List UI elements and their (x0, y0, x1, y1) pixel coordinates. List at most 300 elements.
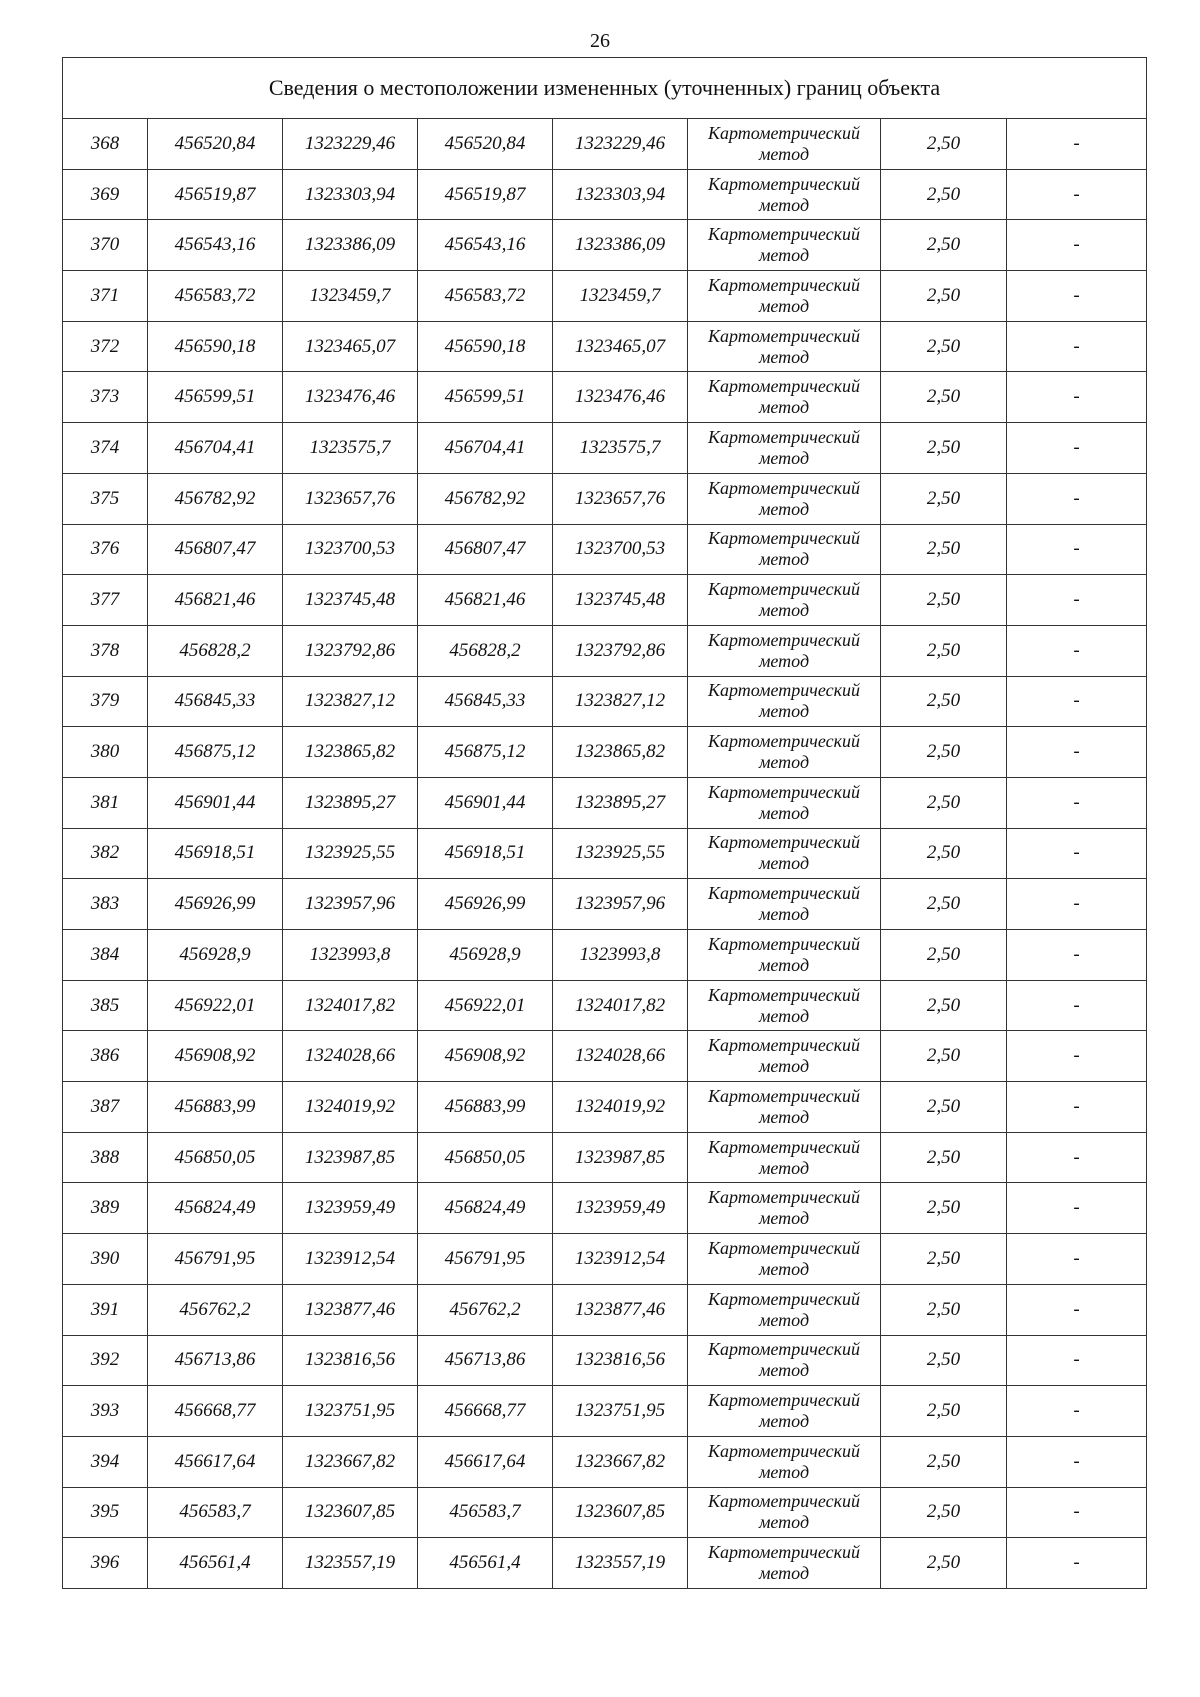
table-row (63, 980, 1147, 1031)
x-refined-cell: 456782,92 (418, 473, 553, 524)
table-row (63, 1335, 1147, 1386)
table-row (63, 1538, 1147, 1589)
table-row (63, 372, 1147, 423)
method-label-line1: Картометрический (707, 1187, 860, 1208)
table-row (63, 1386, 1147, 1437)
y-existing-cell: 1323877,46 (283, 1284, 418, 1335)
x-existing-cell: 456713,86 (148, 1335, 283, 1386)
x-existing-cell: 456762,2 (148, 1284, 283, 1335)
page-number: 26 (590, 30, 610, 52)
x-existing-cell: 456821,46 (148, 575, 283, 626)
description-cell: - (1007, 524, 1147, 575)
x-refined-cell: 456583,7 (418, 1487, 553, 1538)
accuracy-cell: 2,50 (881, 372, 1007, 423)
method-label-line1: Картометрический (707, 477, 860, 498)
x-existing-cell: 456875,12 (148, 727, 283, 778)
method-cell (688, 1436, 881, 1487)
description-cell: - (1007, 1335, 1147, 1386)
y-existing-cell: 1323957,96 (283, 879, 418, 930)
description-cell: - (1007, 727, 1147, 778)
accuracy-cell: 2,50 (881, 1031, 1007, 1082)
x-refined-cell: 456807,47 (418, 524, 553, 575)
point-number-cell: 383 (63, 879, 148, 930)
point-number-cell: 389 (63, 1183, 148, 1234)
method-cell (688, 1284, 881, 1335)
y-existing-cell: 1323386,09 (283, 220, 418, 271)
point-number-cell: 378 (63, 625, 148, 676)
y-refined-cell: 1324028,66 (553, 1031, 688, 1082)
method-label-line2: метод (758, 1208, 810, 1229)
method-label-line1: Картометрический (707, 1085, 860, 1106)
method-label-line2: метод (758, 1005, 810, 1026)
x-refined-cell: 456543,16 (418, 220, 553, 271)
x-existing-cell: 456828,2 (148, 625, 283, 676)
y-existing-cell: 1323476,46 (283, 372, 418, 423)
description-cell: - (1007, 1386, 1147, 1437)
table-row (63, 727, 1147, 778)
method-label-line1: Картометрический (707, 1542, 860, 1563)
y-refined-cell: 1323700,53 (553, 524, 688, 575)
table-body (63, 58, 1147, 1589)
x-refined-cell: 456821,46 (418, 575, 553, 626)
description-cell: - (1007, 1031, 1147, 1082)
description-cell: - (1007, 119, 1147, 170)
method-label-line2: метод (758, 904, 810, 925)
description-cell: - (1007, 271, 1147, 322)
accuracy-cell: 2,50 (881, 575, 1007, 626)
x-existing-cell: 456901,44 (148, 777, 283, 828)
y-refined-cell: 1323827,12 (553, 676, 688, 727)
y-refined-cell: 1323865,82 (553, 727, 688, 778)
y-refined-cell: 1323386,09 (553, 220, 688, 271)
x-existing-cell: 456519,87 (148, 169, 283, 220)
description-cell: - (1007, 930, 1147, 981)
y-existing-cell: 1323827,12 (283, 676, 418, 727)
method-label-line1: Картометрический (707, 629, 860, 650)
point-number-cell: 392 (63, 1335, 148, 1386)
accuracy-cell: 2,50 (881, 321, 1007, 372)
y-refined-cell: 1323925,55 (553, 828, 688, 879)
y-existing-cell: 1323925,55 (283, 828, 418, 879)
method-cell (688, 119, 881, 170)
method-label-line1: Картометрический (707, 883, 860, 904)
y-refined-cell: 1323476,46 (553, 372, 688, 423)
method-cell (688, 1487, 881, 1538)
point-number-cell: 376 (63, 524, 148, 575)
method-cell (688, 1386, 881, 1437)
x-refined-cell: 456704,41 (418, 423, 553, 474)
x-existing-cell: 456583,7 (148, 1487, 283, 1538)
method-cell (688, 980, 881, 1031)
description-cell: - (1007, 321, 1147, 372)
x-existing-cell: 456918,51 (148, 828, 283, 879)
method-label-line1: Картометрический (707, 1440, 860, 1461)
method-label-line2: метод (758, 295, 810, 316)
y-refined-cell: 1323667,82 (553, 1436, 688, 1487)
point-number-cell: 374 (63, 423, 148, 474)
x-existing-cell: 456791,95 (148, 1234, 283, 1285)
x-refined-cell: 456590,18 (418, 321, 553, 372)
method-cell (688, 1082, 881, 1133)
y-existing-cell: 1323607,85 (283, 1487, 418, 1538)
x-refined-cell: 456520,84 (418, 119, 553, 170)
method-cell (688, 220, 881, 271)
x-existing-cell: 456922,01 (148, 980, 283, 1031)
y-refined-cell: 1323912,54 (553, 1234, 688, 1285)
method-label-line2: метод (758, 1563, 810, 1584)
method-cell (688, 271, 881, 322)
method-label-line1: Картометрический (707, 1035, 860, 1056)
method-label-line1: Картометрический (707, 426, 860, 447)
x-refined-cell: 456875,12 (418, 727, 553, 778)
method-label-line2: метод (758, 1106, 810, 1127)
y-existing-cell: 1323987,85 (283, 1132, 418, 1183)
table-row (63, 930, 1147, 981)
method-cell (688, 1234, 881, 1285)
description-cell: - (1007, 676, 1147, 727)
point-number-cell: 388 (63, 1132, 148, 1183)
description-cell: - (1007, 625, 1147, 676)
x-refined-cell: 456901,44 (418, 777, 553, 828)
method-label-line1: Картометрический (707, 1491, 860, 1512)
description-cell: - (1007, 777, 1147, 828)
x-refined-cell: 456668,77 (418, 1386, 553, 1437)
y-refined-cell: 1323993,8 (553, 930, 688, 981)
accuracy-cell: 2,50 (881, 727, 1007, 778)
method-cell (688, 372, 881, 423)
y-existing-cell: 1323465,07 (283, 321, 418, 372)
method-label-line1: Картометрический (707, 274, 860, 295)
method-label-line1: Картометрический (707, 173, 860, 194)
description-cell: - (1007, 220, 1147, 271)
table-row (63, 271, 1147, 322)
y-refined-cell: 1323745,48 (553, 575, 688, 626)
method-cell (688, 930, 881, 981)
point-number-cell: 368 (63, 119, 148, 170)
method-label-line1: Картометрический (707, 1390, 860, 1411)
point-number-cell: 385 (63, 980, 148, 1031)
description-cell: - (1007, 1183, 1147, 1234)
method-label-line1: Картометрический (707, 325, 860, 346)
method-label-line2: метод (758, 346, 810, 367)
method-label-line2: метод (758, 549, 810, 570)
point-number-cell: 381 (63, 777, 148, 828)
accuracy-cell: 2,50 (881, 119, 1007, 170)
accuracy-cell: 2,50 (881, 1538, 1007, 1589)
y-refined-cell: 1323303,94 (553, 169, 688, 220)
method-cell (688, 524, 881, 575)
x-existing-cell: 456590,18 (148, 321, 283, 372)
y-existing-cell: 1323303,94 (283, 169, 418, 220)
accuracy-cell: 2,50 (881, 1234, 1007, 1285)
accuracy-cell: 2,50 (881, 777, 1007, 828)
table-row (63, 828, 1147, 879)
y-refined-cell: 1323816,56 (553, 1335, 688, 1386)
y-existing-cell: 1323792,86 (283, 625, 418, 676)
table-row (63, 1284, 1147, 1335)
description-cell: - (1007, 828, 1147, 879)
description-cell: - (1007, 1082, 1147, 1133)
x-existing-cell: 456543,16 (148, 220, 283, 271)
accuracy-cell: 2,50 (881, 676, 1007, 727)
x-existing-cell: 456883,99 (148, 1082, 283, 1133)
x-refined-cell: 456908,92 (418, 1031, 553, 1082)
y-refined-cell: 1324017,82 (553, 980, 688, 1031)
y-refined-cell: 1323877,46 (553, 1284, 688, 1335)
table-row (63, 676, 1147, 727)
x-existing-cell: 456782,92 (148, 473, 283, 524)
method-label-line2: метод (758, 954, 810, 975)
y-refined-cell: 1323459,7 (553, 271, 688, 322)
x-existing-cell: 456850,05 (148, 1132, 283, 1183)
accuracy-cell: 2,50 (881, 473, 1007, 524)
point-number-cell: 373 (63, 372, 148, 423)
description-cell: - (1007, 1132, 1147, 1183)
method-label-line1: Картометрический (707, 122, 860, 143)
x-refined-cell: 456922,01 (418, 980, 553, 1031)
description-cell: - (1007, 1234, 1147, 1285)
method-label-line1: Картометрический (707, 1339, 860, 1360)
accuracy-cell: 2,50 (881, 1132, 1007, 1183)
method-cell (688, 321, 881, 372)
y-existing-cell: 1323993,8 (283, 930, 418, 981)
method-cell (688, 777, 881, 828)
method-label-line1: Картометрический (707, 528, 860, 549)
accuracy-cell: 2,50 (881, 879, 1007, 930)
method-label-line2: метод (758, 194, 810, 215)
method-label-line2: метод (758, 701, 810, 722)
method-cell (688, 1335, 881, 1386)
point-number-cell: 379 (63, 676, 148, 727)
table-row (63, 524, 1147, 575)
method-cell (688, 1132, 881, 1183)
point-number-cell: 382 (63, 828, 148, 879)
method-label-line2: метод (758, 1411, 810, 1432)
x-existing-cell: 456807,47 (148, 524, 283, 575)
y-existing-cell: 1324028,66 (283, 1031, 418, 1082)
point-number-cell: 391 (63, 1284, 148, 1335)
description-cell: - (1007, 372, 1147, 423)
x-existing-cell: 456845,33 (148, 676, 283, 727)
method-label-line1: Картометрический (707, 832, 860, 853)
method-label-line1: Картометрический (707, 224, 860, 245)
accuracy-cell: 2,50 (881, 1436, 1007, 1487)
x-existing-cell: 456928,9 (148, 930, 283, 981)
method-cell (688, 727, 881, 778)
accuracy-cell: 2,50 (881, 1183, 1007, 1234)
method-label-line1: Картометрический (707, 680, 860, 701)
method-label-line1: Картометрический (707, 984, 860, 1005)
y-refined-cell: 1323987,85 (553, 1132, 688, 1183)
method-label-line2: метод (758, 1512, 810, 1533)
x-existing-cell: 456599,51 (148, 372, 283, 423)
method-label-line1: Картометрический (707, 1288, 860, 1309)
description-cell: - (1007, 879, 1147, 930)
boundary-coordinates-table (62, 57, 1147, 1589)
accuracy-cell: 2,50 (881, 1386, 1007, 1437)
method-label-line2: метод (758, 1309, 810, 1330)
method-label-line2: метод (758, 1360, 810, 1381)
method-label-line2: метод (758, 802, 810, 823)
table-row (63, 625, 1147, 676)
x-refined-cell: 456850,05 (418, 1132, 553, 1183)
point-number-cell: 377 (63, 575, 148, 626)
method-label-line1: Картометрический (707, 933, 860, 954)
point-number-cell: 386 (63, 1031, 148, 1082)
method-label-line2: метод (758, 1157, 810, 1178)
x-refined-cell: 456713,86 (418, 1335, 553, 1386)
method-cell (688, 473, 881, 524)
method-label-line2: метод (758, 600, 810, 621)
table-row (63, 879, 1147, 930)
y-existing-cell: 1323816,56 (283, 1335, 418, 1386)
y-refined-cell: 1323607,85 (553, 1487, 688, 1538)
x-refined-cell: 456583,72 (418, 271, 553, 322)
method-cell (688, 1031, 881, 1082)
method-label-line1: Картометрический (707, 731, 860, 752)
x-existing-cell: 456908,92 (148, 1031, 283, 1082)
table-row (63, 1082, 1147, 1133)
accuracy-cell: 2,50 (881, 220, 1007, 271)
method-label-line2: метод (758, 245, 810, 266)
accuracy-cell: 2,50 (881, 625, 1007, 676)
description-cell: - (1007, 423, 1147, 474)
x-refined-cell: 456918,51 (418, 828, 553, 879)
y-refined-cell: 1323557,19 (553, 1538, 688, 1589)
y-refined-cell: 1324019,92 (553, 1082, 688, 1133)
table-row (63, 1132, 1147, 1183)
table-row (63, 1487, 1147, 1538)
x-refined-cell: 456824,49 (418, 1183, 553, 1234)
table-row (63, 119, 1147, 170)
description-cell: - (1007, 1538, 1147, 1589)
point-number-cell: 395 (63, 1487, 148, 1538)
description-cell: - (1007, 1436, 1147, 1487)
accuracy-cell: 2,50 (881, 1082, 1007, 1133)
point-number-cell: 387 (63, 1082, 148, 1133)
accuracy-cell: 2,50 (881, 271, 1007, 322)
x-existing-cell: 456583,72 (148, 271, 283, 322)
table-row (63, 473, 1147, 524)
method-label-line2: метод (758, 650, 810, 671)
method-label-line1: Картометрический (707, 579, 860, 600)
method-cell (688, 676, 881, 727)
method-cell (688, 575, 881, 626)
description-cell: - (1007, 1284, 1147, 1335)
accuracy-cell: 2,50 (881, 930, 1007, 981)
x-refined-cell: 456883,99 (418, 1082, 553, 1133)
description-cell: - (1007, 1487, 1147, 1538)
table-row (63, 1234, 1147, 1285)
y-refined-cell: 1323657,76 (553, 473, 688, 524)
y-refined-cell: 1323575,7 (553, 423, 688, 474)
method-label-line2: метод (758, 752, 810, 773)
y-existing-cell: 1323575,7 (283, 423, 418, 474)
x-existing-cell: 456824,49 (148, 1183, 283, 1234)
method-label-line2: метод (758, 1461, 810, 1482)
method-label-line1: Картометрический (707, 1237, 860, 1258)
table-row (63, 220, 1147, 271)
x-refined-cell: 456599,51 (418, 372, 553, 423)
method-cell (688, 423, 881, 474)
point-number-cell: 384 (63, 930, 148, 981)
x-refined-cell: 456845,33 (418, 676, 553, 727)
x-refined-cell: 456617,64 (418, 1436, 553, 1487)
accuracy-cell: 2,50 (881, 980, 1007, 1031)
y-refined-cell: 1323792,86 (553, 625, 688, 676)
description-cell: - (1007, 980, 1147, 1031)
accuracy-cell: 2,50 (881, 423, 1007, 474)
x-existing-cell: 456926,99 (148, 879, 283, 930)
accuracy-cell: 2,50 (881, 1487, 1007, 1538)
point-number-cell: 375 (63, 473, 148, 524)
table-row (63, 169, 1147, 220)
table-row (63, 1436, 1147, 1487)
point-number-cell: 396 (63, 1538, 148, 1589)
point-number-cell: 371 (63, 271, 148, 322)
method-label-line1: Картометрический (707, 376, 860, 397)
point-number-cell: 393 (63, 1386, 148, 1437)
table-row (63, 777, 1147, 828)
table-row (63, 321, 1147, 372)
y-refined-cell: 1323957,96 (553, 879, 688, 930)
method-label-line2: метод (758, 498, 810, 519)
x-existing-cell: 456704,41 (148, 423, 283, 474)
y-existing-cell: 1324019,92 (283, 1082, 418, 1133)
y-refined-cell: 1323959,49 (553, 1183, 688, 1234)
y-existing-cell: 1323459,7 (283, 271, 418, 322)
y-existing-cell: 1323657,76 (283, 473, 418, 524)
y-existing-cell: 1323865,82 (283, 727, 418, 778)
table-row (63, 1031, 1147, 1082)
point-number-cell: 394 (63, 1436, 148, 1487)
method-cell (688, 828, 881, 879)
x-refined-cell: 456561,4 (418, 1538, 553, 1589)
point-number-cell: 380 (63, 727, 148, 778)
method-label-line2: метод (758, 447, 810, 468)
x-existing-cell: 456520,84 (148, 119, 283, 170)
method-cell (688, 879, 881, 930)
y-existing-cell: 1323229,46 (283, 119, 418, 170)
description-cell: - (1007, 169, 1147, 220)
accuracy-cell: 2,50 (881, 1335, 1007, 1386)
accuracy-cell: 2,50 (881, 169, 1007, 220)
method-label-line1: Картометрический (707, 1136, 860, 1157)
y-existing-cell: 1323745,48 (283, 575, 418, 626)
point-number-cell: 369 (63, 169, 148, 220)
method-label-line1: Картометрический (707, 781, 860, 802)
y-refined-cell: 1323465,07 (553, 321, 688, 372)
y-existing-cell: 1323912,54 (283, 1234, 418, 1285)
accuracy-cell: 2,50 (881, 828, 1007, 879)
table-title-row (63, 58, 1147, 119)
y-existing-cell: 1323700,53 (283, 524, 418, 575)
accuracy-cell: 2,50 (881, 1284, 1007, 1335)
table-row (63, 575, 1147, 626)
method-label-line2: метод (758, 1258, 810, 1279)
description-cell: - (1007, 473, 1147, 524)
description-cell: - (1007, 575, 1147, 626)
table-title: Сведения о местоположении измененных (уточненных) границ объекта (63, 58, 1147, 119)
x-existing-cell: 456561,4 (148, 1538, 283, 1589)
x-existing-cell: 456668,77 (148, 1386, 283, 1437)
point-number-cell: 370 (63, 220, 148, 271)
x-refined-cell: 456926,99 (418, 879, 553, 930)
x-refined-cell: 456519,87 (418, 169, 553, 220)
y-refined-cell: 1323229,46 (553, 119, 688, 170)
y-refined-cell: 1323895,27 (553, 777, 688, 828)
accuracy-cell: 2,50 (881, 524, 1007, 575)
